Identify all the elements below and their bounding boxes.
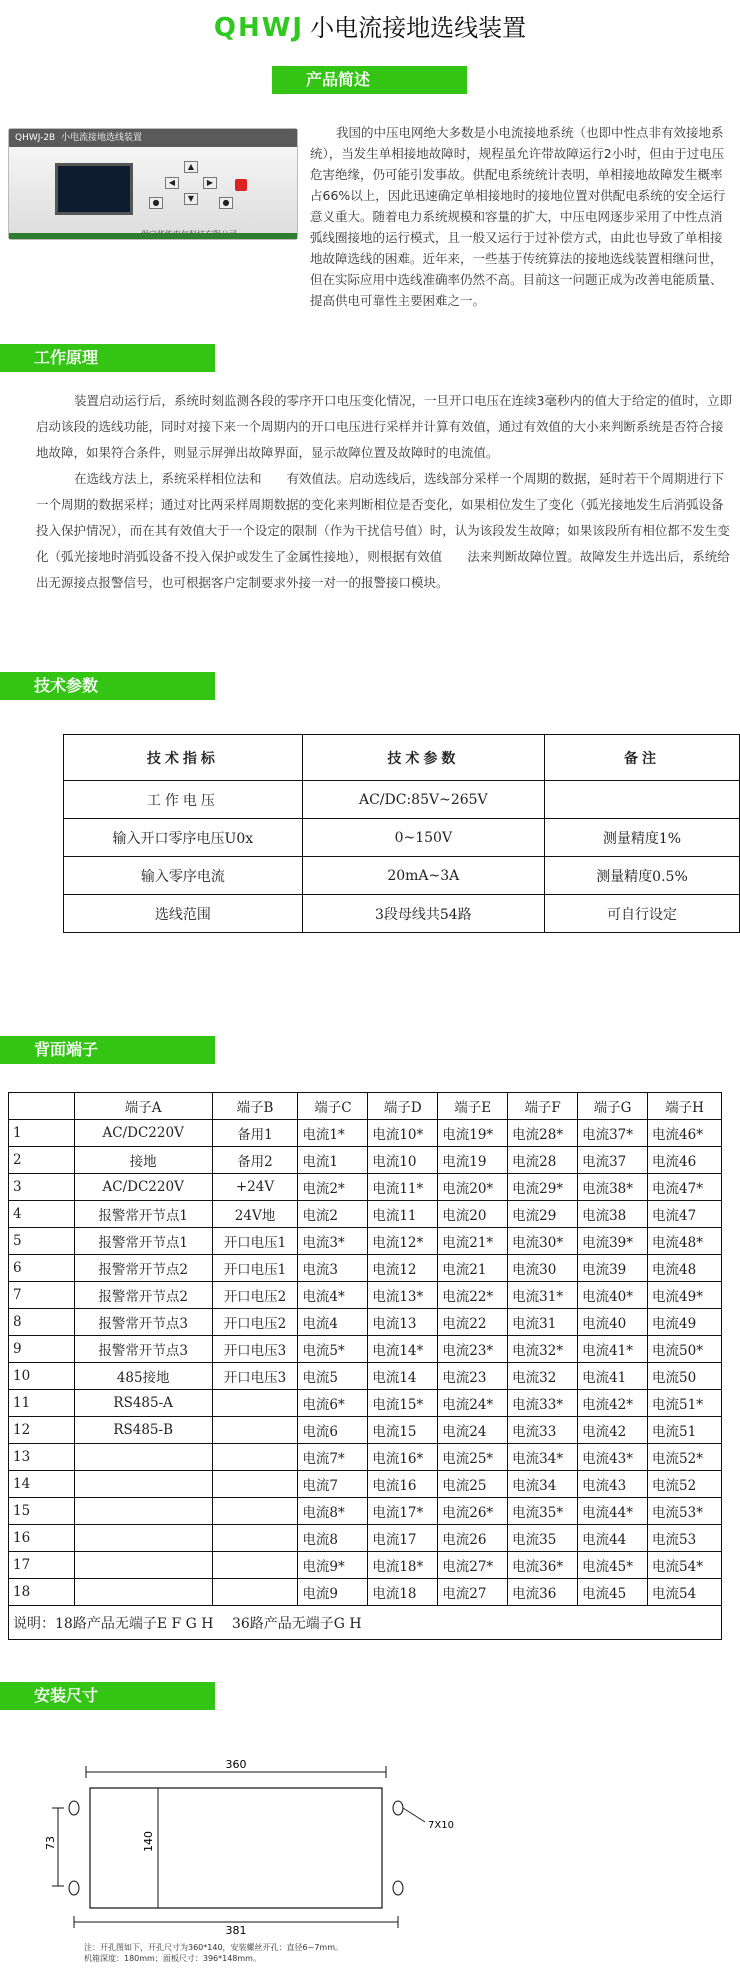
key-enter-icon: ● <box>149 197 163 209</box>
key-right-icon: ▶ <box>203 177 217 189</box>
table-row <box>9 1498 722 1525</box>
table-header-cell: 端子H <box>648 1093 722 1120</box>
table-cell <box>212 1498 298 1525</box>
table-cell: 电流12* <box>368 1228 438 1255</box>
table-cell: 电流11* <box>368 1174 438 1201</box>
table-row <box>64 895 740 933</box>
table-cell: 电流21 <box>438 1255 508 1282</box>
table-cell: 电流7* <box>298 1444 368 1471</box>
table-cell: 电流45* <box>578 1552 648 1579</box>
table-cell: 电流25 <box>438 1471 508 1498</box>
table-cell: 电流30 <box>508 1255 578 1282</box>
table-cell: 电流8* <box>298 1498 368 1525</box>
table-cell: 电流38 <box>578 1201 648 1228</box>
table-cell: 电流54 <box>648 1579 722 1606</box>
table-cell: 电流41* <box>578 1336 648 1363</box>
table-header-cell: 端子C <box>298 1093 368 1120</box>
table-cell: 电流40* <box>578 1282 648 1309</box>
table-cell: 报警常开节点3 <box>74 1336 212 1363</box>
table-row <box>9 1309 722 1336</box>
table-cell: 电流46* <box>648 1120 722 1147</box>
table-cell: 电流22 <box>438 1309 508 1336</box>
table-cell: 7 <box>9 1282 75 1309</box>
table-cell: 报警常开节点3 <box>74 1309 212 1336</box>
table-cell: 电流15 <box>368 1417 438 1444</box>
table-row <box>9 1471 722 1498</box>
table-cell: AC/DC:85V~265V <box>302 781 544 819</box>
table-cell: 电流36 <box>508 1579 578 1606</box>
table-cell: 电流13* <box>368 1282 438 1309</box>
section-header-tech: 技术参数 <box>0 672 215 700</box>
table-cell: 电流35 <box>508 1525 578 1552</box>
table-cell: 电流1 <box>298 1147 368 1174</box>
table-cell: 电流20 <box>438 1201 508 1228</box>
principle-paragraph: 在选线方法上，系统采样相位法和 有效值法。启动选线后，选线部分采样一个周期的数据，延时若干个周期进行下一个周期的数据采样；通过对比两采样周期数据的变化来判断相位是否变化，如果相位发生了变化（弧光接地发生后消弧设备投入保护情况），而在其有效值大于一个设定的限制（作为干扰信号值）时，认为该段发生故障；如果该段所有相位都不发生变化（弧光接地时消弧设备不投入保护或发生了金属性接地），则根据有效值 法来判断故障位置。故障发生并选出后，系统给出无源接点报警信号，也可根据客户定制要求外接一对一的报警接口模块。 <box>36 471 730 590</box>
table-cell: 15 <box>9 1498 75 1525</box>
hole-size-label: 7X10 <box>428 1820 454 1831</box>
table-cell: 10 <box>9 1363 75 1390</box>
table-cell: 电流19* <box>438 1120 508 1147</box>
table-cell: 电流31* <box>508 1282 578 1309</box>
table-row <box>9 1120 722 1147</box>
table-cell: 测量精度1% <box>544 819 739 857</box>
table-cell: 电流26* <box>438 1498 508 1525</box>
table-cell: 2 <box>9 1147 75 1174</box>
table-cell: 电流14 <box>368 1363 438 1390</box>
table-row <box>9 1174 722 1201</box>
table-row <box>9 1228 722 1255</box>
table-cell: 电流2 <box>298 1201 368 1228</box>
dimension-width: 360 <box>225 1758 247 1771</box>
table-cell: 开口电压2 <box>212 1309 298 1336</box>
key-left-icon: ◀ <box>165 177 179 189</box>
table-cell: 电流51 <box>648 1417 722 1444</box>
principle-paragraph: 装置启动运行后，系统时刻监测各段的零序开口电压变化情况，一旦开口电压在连续3毫秒内的值大于给定的值时，立即启动该段的选线功能，同时对接下来一个周期内的开口电压进行采样并计算有效值，通过有效值的大小来判断系统是否符合接地故障，如果符合条件，则显示屏弹出故障界面，显示故障位置及故障时的电流值。 <box>36 393 732 460</box>
table-cell: 电流5* <box>298 1336 368 1363</box>
device-model: QHWJ-2B <box>15 133 56 143</box>
table-cell: 9 <box>9 1336 75 1363</box>
table-row <box>64 819 740 857</box>
table-cell: 电流15* <box>368 1390 438 1417</box>
table-cell: 电流10 <box>368 1147 438 1174</box>
table-row <box>9 1363 722 1390</box>
device-screen <box>55 163 133 215</box>
table-header-cell: 端子D <box>368 1093 438 1120</box>
table-cell: 电流42 <box>578 1417 648 1444</box>
table-header-cell <box>9 1093 75 1120</box>
table-cell <box>74 1552 212 1579</box>
table-cell: 电流33* <box>508 1390 578 1417</box>
table-cell: AC/DC220V <box>74 1174 212 1201</box>
table-cell: 485接地 <box>74 1363 212 1390</box>
table-cell: 备用2 <box>212 1147 298 1174</box>
table-cell: 电流53* <box>648 1498 722 1525</box>
table-row <box>9 1579 722 1606</box>
table-cell: 电流3 <box>298 1255 368 1282</box>
table-cell: 电流52* <box>648 1444 722 1471</box>
page-title <box>0 8 740 43</box>
table-cell: 电流27 <box>438 1579 508 1606</box>
table-cell: 电流19 <box>438 1147 508 1174</box>
mounting-hole-icon <box>69 1801 79 1815</box>
key-up-icon: ▲ <box>184 161 198 173</box>
table-header-cell: 端子F <box>508 1093 578 1120</box>
table-cell: 电流10* <box>368 1120 438 1147</box>
table-cell: 电流35* <box>508 1498 578 1525</box>
table-cell: 16 <box>9 1525 75 1552</box>
table-row <box>9 1282 722 1309</box>
table-cell: 输入零序电流 <box>64 857 303 895</box>
table-cell: 电流34* <box>508 1444 578 1471</box>
table-cell: 电流54* <box>648 1552 722 1579</box>
mounting-hole-icon <box>69 1881 79 1895</box>
terminal-table <box>8 1092 722 1640</box>
table-cell: 电流49* <box>648 1282 722 1309</box>
device-name: 小电流接地选线装置 <box>60 133 142 143</box>
table-cell <box>212 1552 298 1579</box>
table-cell: 电流24* <box>438 1390 508 1417</box>
table-cell: 电流48* <box>648 1228 722 1255</box>
table-row <box>64 781 740 819</box>
mounting-drawing <box>40 1750 460 1950</box>
table-cell: RS485-A <box>74 1390 212 1417</box>
mounting-hole-icon <box>393 1801 403 1815</box>
table-cell: 电流2* <box>298 1174 368 1201</box>
title-text: 小电流接地选线装置 <box>310 14 527 42</box>
table-cell: 电流12 <box>368 1255 438 1282</box>
table-cell: AC/DC220V <box>74 1120 212 1147</box>
table-cell <box>212 1390 298 1417</box>
table-cell: 开口电压2 <box>212 1282 298 1309</box>
principle-text <box>36 388 732 596</box>
table-cell: 电流39* <box>578 1228 648 1255</box>
table-cell: 电流9 <box>298 1579 368 1606</box>
table-cell: 电流45 <box>578 1579 648 1606</box>
table-header-cell: 端子A <box>74 1093 212 1120</box>
table-row <box>9 1525 722 1552</box>
product-description: 我国的中压电网绝大多数是小电流接地系统（也即中性点非有效接地系统），当发生单相接地故障时，规程虽允许带故障运行2小时，但由于过电压危害绝缘，仍可能引发事故。供配电系统统计表明，单相接地故障发生概率占66%以上，因此迅速确定单相接地时的接地位置对供配电系统的安全运行意义重大。随着电力系统规模和容量的扩大，中压电网逐步采用了中性点消弧线圈接地的运行模式，且一般又运行于过补偿方式，由此也导致了单相接地故障选线的困难。近年来，一些基于传统算法的接地选线装置相继问世，但在实际应用中选线准确率仍然不高。目前这一问题正成为改善电能质量、提高供电可靠性主要困难之一。 <box>310 125 726 308</box>
table-cell: 电流46 <box>648 1147 722 1174</box>
table-cell: 电流30* <box>508 1228 578 1255</box>
table-cell: 电流26 <box>438 1525 508 1552</box>
table-row <box>9 1390 722 1417</box>
table-cell: 电流37 <box>578 1147 648 1174</box>
table-cell: 电流9* <box>298 1552 368 1579</box>
table-row <box>9 1444 722 1471</box>
table-cell: 电流17* <box>368 1498 438 1525</box>
section-header-terminals: 背面端子 <box>0 1036 215 1064</box>
table-header-cell: 技术指标 <box>64 735 303 781</box>
table-cell: 电流27* <box>438 1552 508 1579</box>
table-cell: 电流14* <box>368 1336 438 1363</box>
table-cell: 14 <box>9 1471 75 1498</box>
table-cell <box>74 1579 212 1606</box>
table-cell: 可自行设定 <box>544 895 739 933</box>
table-cell: 电流6* <box>298 1390 368 1417</box>
table-row <box>9 1417 722 1444</box>
alarm-led-icon <box>235 179 247 191</box>
table-cell: 电流4* <box>298 1282 368 1309</box>
table-cell: 输入开口零序电压U0x <box>64 819 303 857</box>
table-cell: 报警常开节点2 <box>74 1282 212 1309</box>
table-cell: 电流16 <box>368 1471 438 1498</box>
table-cell: 17 <box>9 1552 75 1579</box>
table-cell: 开口电压1 <box>212 1228 298 1255</box>
table-cell: 备用1 <box>212 1120 298 1147</box>
table-cell: 8 <box>9 1309 75 1336</box>
table-cell: 电流36* <box>508 1552 578 1579</box>
table-cell <box>74 1471 212 1498</box>
table-cell: 电流49 <box>648 1309 722 1336</box>
table-cell: 电流51* <box>648 1390 722 1417</box>
table-cell: 开口电压3 <box>212 1363 298 1390</box>
table-cell: +24V <box>212 1174 298 1201</box>
table-row <box>9 1201 722 1228</box>
table-cell <box>74 1498 212 1525</box>
table-cell: 3 <box>9 1174 75 1201</box>
table-cell: 电流43 <box>578 1471 648 1498</box>
table-cell: 报警常开节点1 <box>74 1201 212 1228</box>
table-cell: 4 <box>9 1201 75 1228</box>
table-cell: 电流50* <box>648 1336 722 1363</box>
table-cell: 电流39 <box>578 1255 648 1282</box>
table-cell: 电流41 <box>578 1363 648 1390</box>
table-cell: 电流38* <box>578 1174 648 1201</box>
table-cell: 电流34 <box>508 1471 578 1498</box>
table-cell: 测量精度0.5% <box>544 857 739 895</box>
table-cell: 6 <box>9 1255 75 1282</box>
table-cell: 1 <box>9 1120 75 1147</box>
table-cell: 电流50 <box>648 1363 722 1390</box>
table-cell <box>212 1579 298 1606</box>
table-cell <box>212 1525 298 1552</box>
table-cell: 电流37* <box>578 1120 648 1147</box>
table-cell: 电流7 <box>298 1471 368 1498</box>
device-keypad <box>151 161 231 221</box>
table-cell: 电流13 <box>368 1309 438 1336</box>
table-header-cell: 端子B <box>212 1093 298 1120</box>
table-cell: 电流52 <box>648 1471 722 1498</box>
table-cell: 报警常开节点2 <box>74 1255 212 1282</box>
dimension-height: 140 <box>142 1831 155 1852</box>
table-cell: 电流42* <box>578 1390 648 1417</box>
section-header-install: 安装尺寸 <box>0 1682 215 1710</box>
table-cell: 电流17 <box>368 1525 438 1552</box>
table-cell: 报警常开节点1 <box>74 1228 212 1255</box>
dimension-total-width: 381 <box>225 1924 247 1937</box>
table-cell: 电流32 <box>508 1363 578 1390</box>
table-header-cell: 端子E <box>438 1093 508 1120</box>
table-cell: 电流28* <box>508 1120 578 1147</box>
table-cell: 电流32* <box>508 1336 578 1363</box>
table-header-cell: 技术参数 <box>302 735 544 781</box>
table-cell: 电流53 <box>648 1525 722 1552</box>
table-row <box>9 1255 722 1282</box>
panel-cutout <box>90 1788 382 1908</box>
table-cell: 电流4 <box>298 1309 368 1336</box>
table-cell: 5 <box>9 1228 75 1255</box>
table-cell: 电流16* <box>368 1444 438 1471</box>
table-cell <box>212 1417 298 1444</box>
table-cell: 电流6 <box>298 1417 368 1444</box>
table-cell: 开口电压3 <box>212 1336 298 1363</box>
table-header-cell: 端子G <box>578 1093 648 1120</box>
table-cell: 13 <box>9 1444 75 1471</box>
table-cell: 电流1* <box>298 1120 368 1147</box>
key-esc-icon: ● <box>219 197 233 209</box>
table-cell: 0~150V <box>302 819 544 857</box>
table-cell <box>212 1471 298 1498</box>
table-cell: 开口电压1 <box>212 1255 298 1282</box>
table-cell: 电流44 <box>578 1525 648 1552</box>
table-cell: 电流33 <box>508 1417 578 1444</box>
table-row <box>64 857 740 895</box>
table-cell <box>212 1444 298 1471</box>
table-header-row <box>64 735 740 781</box>
table-cell: 电流43* <box>578 1444 648 1471</box>
table-cell: 12 <box>9 1417 75 1444</box>
table-cell: 电流31 <box>508 1309 578 1336</box>
table-cell: 电流21* <box>438 1228 508 1255</box>
table-cell: 电流18 <box>368 1579 438 1606</box>
table-cell: 24V地 <box>212 1201 298 1228</box>
table-cell: 接地 <box>74 1147 212 1174</box>
table-cell: 电流23 <box>438 1363 508 1390</box>
table-cell: 电流29* <box>508 1174 578 1201</box>
table-cell: 选线范围 <box>64 895 303 933</box>
table-cell: 电流8 <box>298 1525 368 1552</box>
table-cell <box>74 1444 212 1471</box>
table-cell: 电流18* <box>368 1552 438 1579</box>
table-note-row <box>9 1606 722 1640</box>
table-row <box>9 1336 722 1363</box>
table-cell: 电流11 <box>368 1201 438 1228</box>
table-cell: 电流23* <box>438 1336 508 1363</box>
table-cell: 电流3* <box>298 1228 368 1255</box>
title-brand: QHWJ <box>213 13 305 43</box>
key-down-icon: ▼ <box>184 193 198 205</box>
install-note: 机箱深度：180mm；面板尺寸：396*148mm。 <box>84 1954 261 1963</box>
table-row <box>9 1147 722 1174</box>
table-header-cell: 备注 <box>544 735 739 781</box>
dimension-offset: 73 <box>44 1836 57 1850</box>
install-notes <box>84 1942 343 1964</box>
table-cell: RS485-B <box>74 1417 212 1444</box>
table-cell: 电流28 <box>508 1147 578 1174</box>
table-cell: 电流20* <box>438 1174 508 1201</box>
table-cell: 电流24 <box>438 1417 508 1444</box>
relay-panel-device-icon <box>8 128 298 240</box>
table-cell: 11 <box>9 1390 75 1417</box>
table-header-row <box>9 1093 722 1120</box>
table-cell: 电流40 <box>578 1309 648 1336</box>
table-cell: 电流25* <box>438 1444 508 1471</box>
table-cell: 20mA~3A <box>302 857 544 895</box>
table-cell: 电流5 <box>298 1363 368 1390</box>
terminal-note: 说明：18路产品无端子E F G H 36路产品无端子G H <box>9 1606 722 1640</box>
section-header-product: 产品简述 <box>272 66 467 94</box>
table-cell <box>74 1525 212 1552</box>
table-cell: 电流47* <box>648 1174 722 1201</box>
table-row <box>9 1552 722 1579</box>
table-cell: 18 <box>9 1579 75 1606</box>
table-cell: 电流44* <box>578 1498 648 1525</box>
table-cell: 3段母线共54路 <box>302 895 544 933</box>
table-cell <box>544 781 739 819</box>
table-cell: 电流29 <box>508 1201 578 1228</box>
tech-params-table <box>63 734 740 933</box>
table-cell: 电流22* <box>438 1282 508 1309</box>
table-cell: 电流47 <box>648 1201 722 1228</box>
table-cell: 电流48 <box>648 1255 722 1282</box>
mounting-hole-icon <box>393 1881 403 1895</box>
section-header-principle: 工作原理 <box>0 344 215 372</box>
install-note: 注：开孔图如下，开孔尺寸为360*140，安装螺丝开孔：直径6~7mm。 <box>84 1943 344 1952</box>
table-cell: 工作电压 <box>64 781 303 819</box>
